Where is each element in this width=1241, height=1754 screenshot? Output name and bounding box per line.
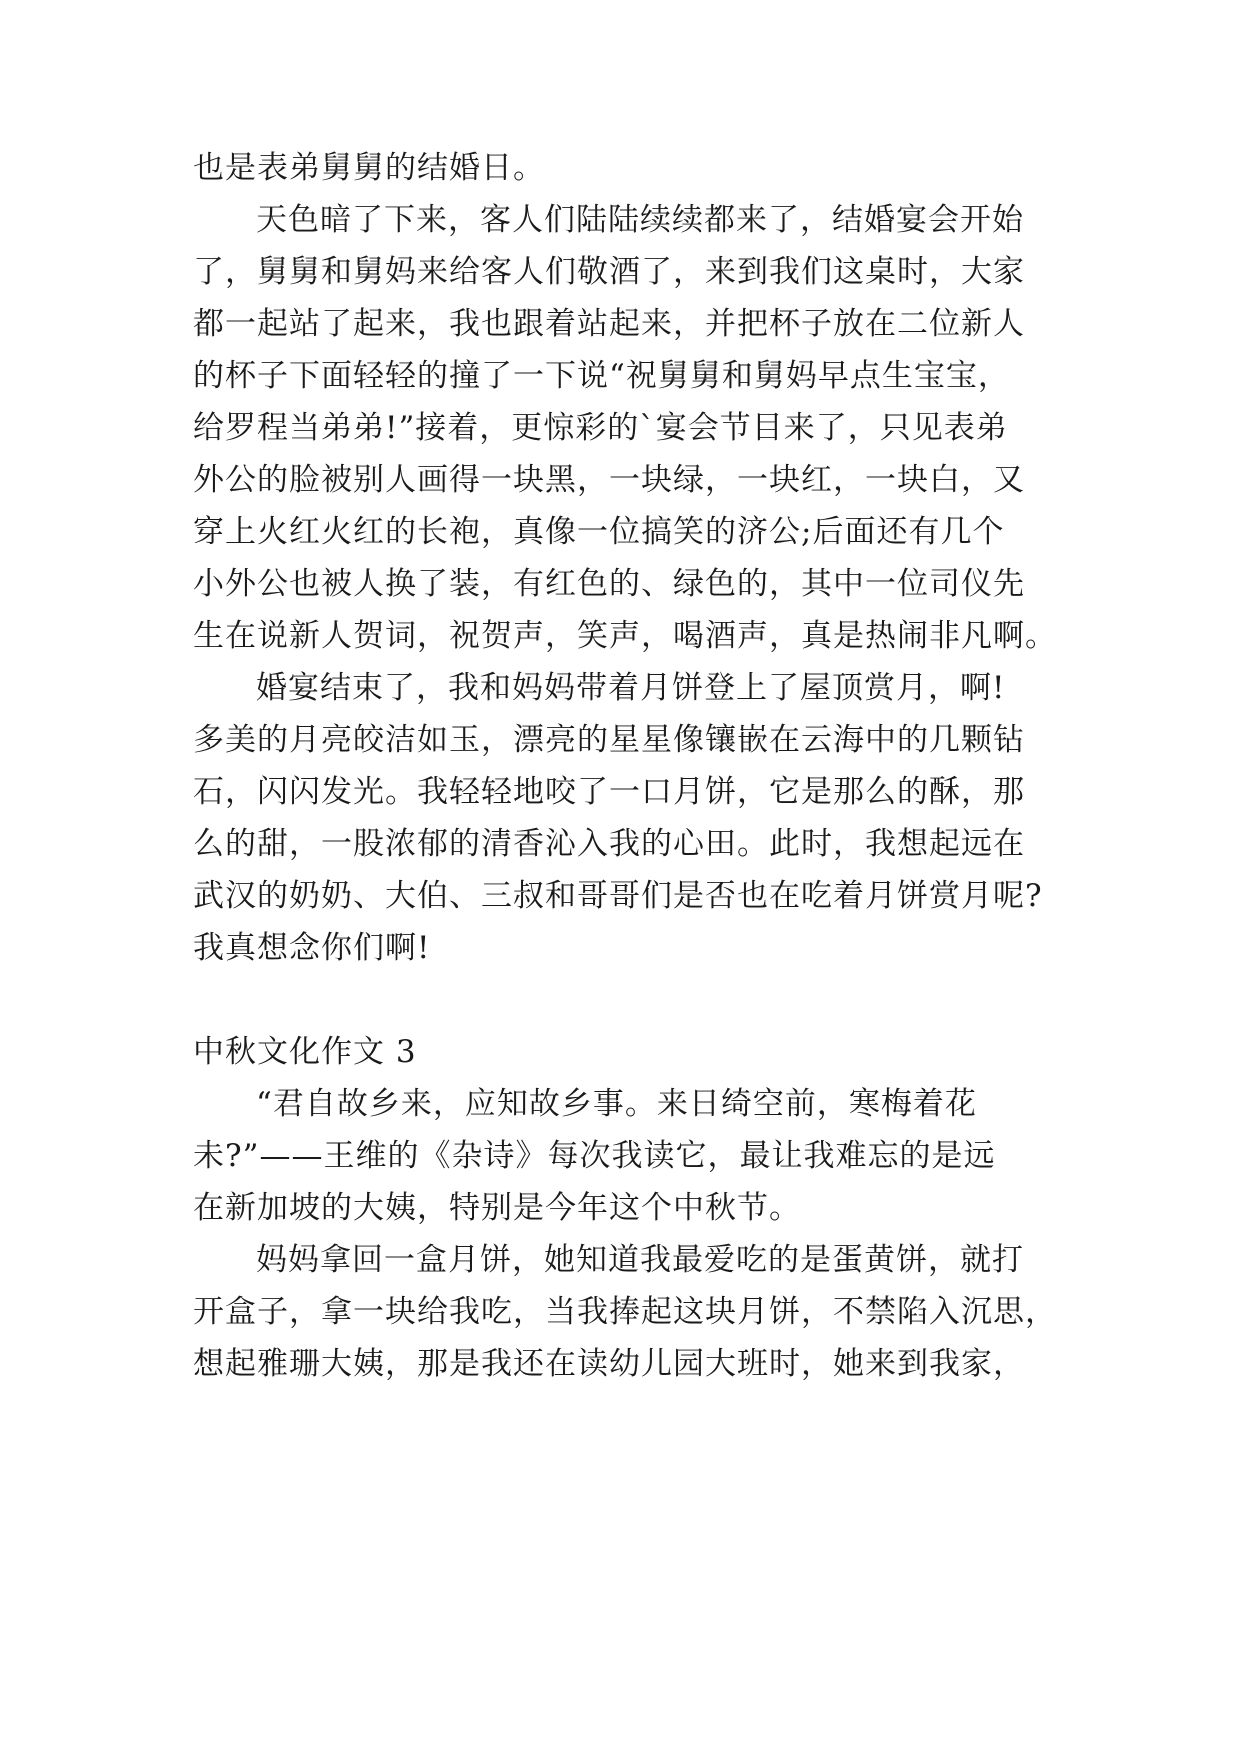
section-heading: 中秋文化作文 3: [193, 1034, 417, 1070]
text-line: 小外公也被人换了装，有红色的、绿色的，其中一位司仪先: [193, 566, 1025, 602]
text-line: 在新加坡的大姨，特别是今年这个中秋节。: [193, 1190, 801, 1226]
text-line: 多美的月亮皎洁如玉，漂亮的星星像镶嵌在云海中的几颗钻: [193, 722, 1025, 758]
text-line: 给罗程当弟弟!”接着，更惊彩的`宴会节目来了，只见表弟: [193, 410, 1008, 446]
text-line: 的杯子下面轻轻的撞了一下说“祝舅舅和舅妈早点生宝宝，: [193, 358, 1010, 394]
text-line: 开盒子，拿一块给我吃，当我捧起这块月饼，不禁陷入沉思，: [193, 1294, 1057, 1330]
text-line: 了，舅舅和舅妈来给客人们敬酒了，来到我们这桌时，大家: [193, 254, 1025, 290]
paragraph-first-line: 天色暗了下来，客人们陆陆续续都来了，结婚宴会开始: [256, 202, 1024, 238]
text-line: 么的甜，一股浓郁的清香沁入我的心田。此时，我想起远在: [193, 826, 1025, 862]
text-line: 未?”——王维的《杂诗》每次我读它，最让我难忘的是远: [193, 1138, 996, 1174]
text-line: 外公的脸被别人画得一块黑，一块绿，一块红，一块白，又: [193, 462, 1025, 498]
text-line: 都一起站了起来，我也跟着站起来，并把杯子放在二位新人: [193, 306, 1025, 342]
paragraph-first-line: “君自故乡来，应知故乡事。来日绮空前，寒梅着花: [256, 1086, 977, 1122]
text-line: 想起雅珊大姨，那是我还在读幼儿园大班时，她来到我家，: [193, 1346, 1025, 1382]
text-line: 也是表弟舅舅的结婚日。: [193, 150, 545, 186]
text-line: 我真想念你们啊!: [193, 930, 431, 966]
paragraph-first-line: 婚宴结束了，我和妈妈带着月饼登上了屋顶赏月，啊!: [256, 670, 1006, 706]
text-line: 生在说新人贺词，祝贺声，笑声，喝酒声，真是热闹非凡啊。: [193, 618, 1057, 654]
text-line: 穿上火红火红的长袍，真像一位搞笑的济公;后面还有几个: [193, 514, 1005, 550]
text-line: 石，闪闪发光。我轻轻地咬了一口月饼，它是那么的酥，那: [193, 774, 1025, 810]
text-line: 武汉的奶奶、大伯、三叔和哥哥们是否也在吃着月饼赏月呢?: [193, 878, 1043, 914]
paragraph-first-line: 妈妈拿回一盒月饼，她知道我最爱吃的是蛋黄饼，就打: [256, 1242, 1024, 1278]
